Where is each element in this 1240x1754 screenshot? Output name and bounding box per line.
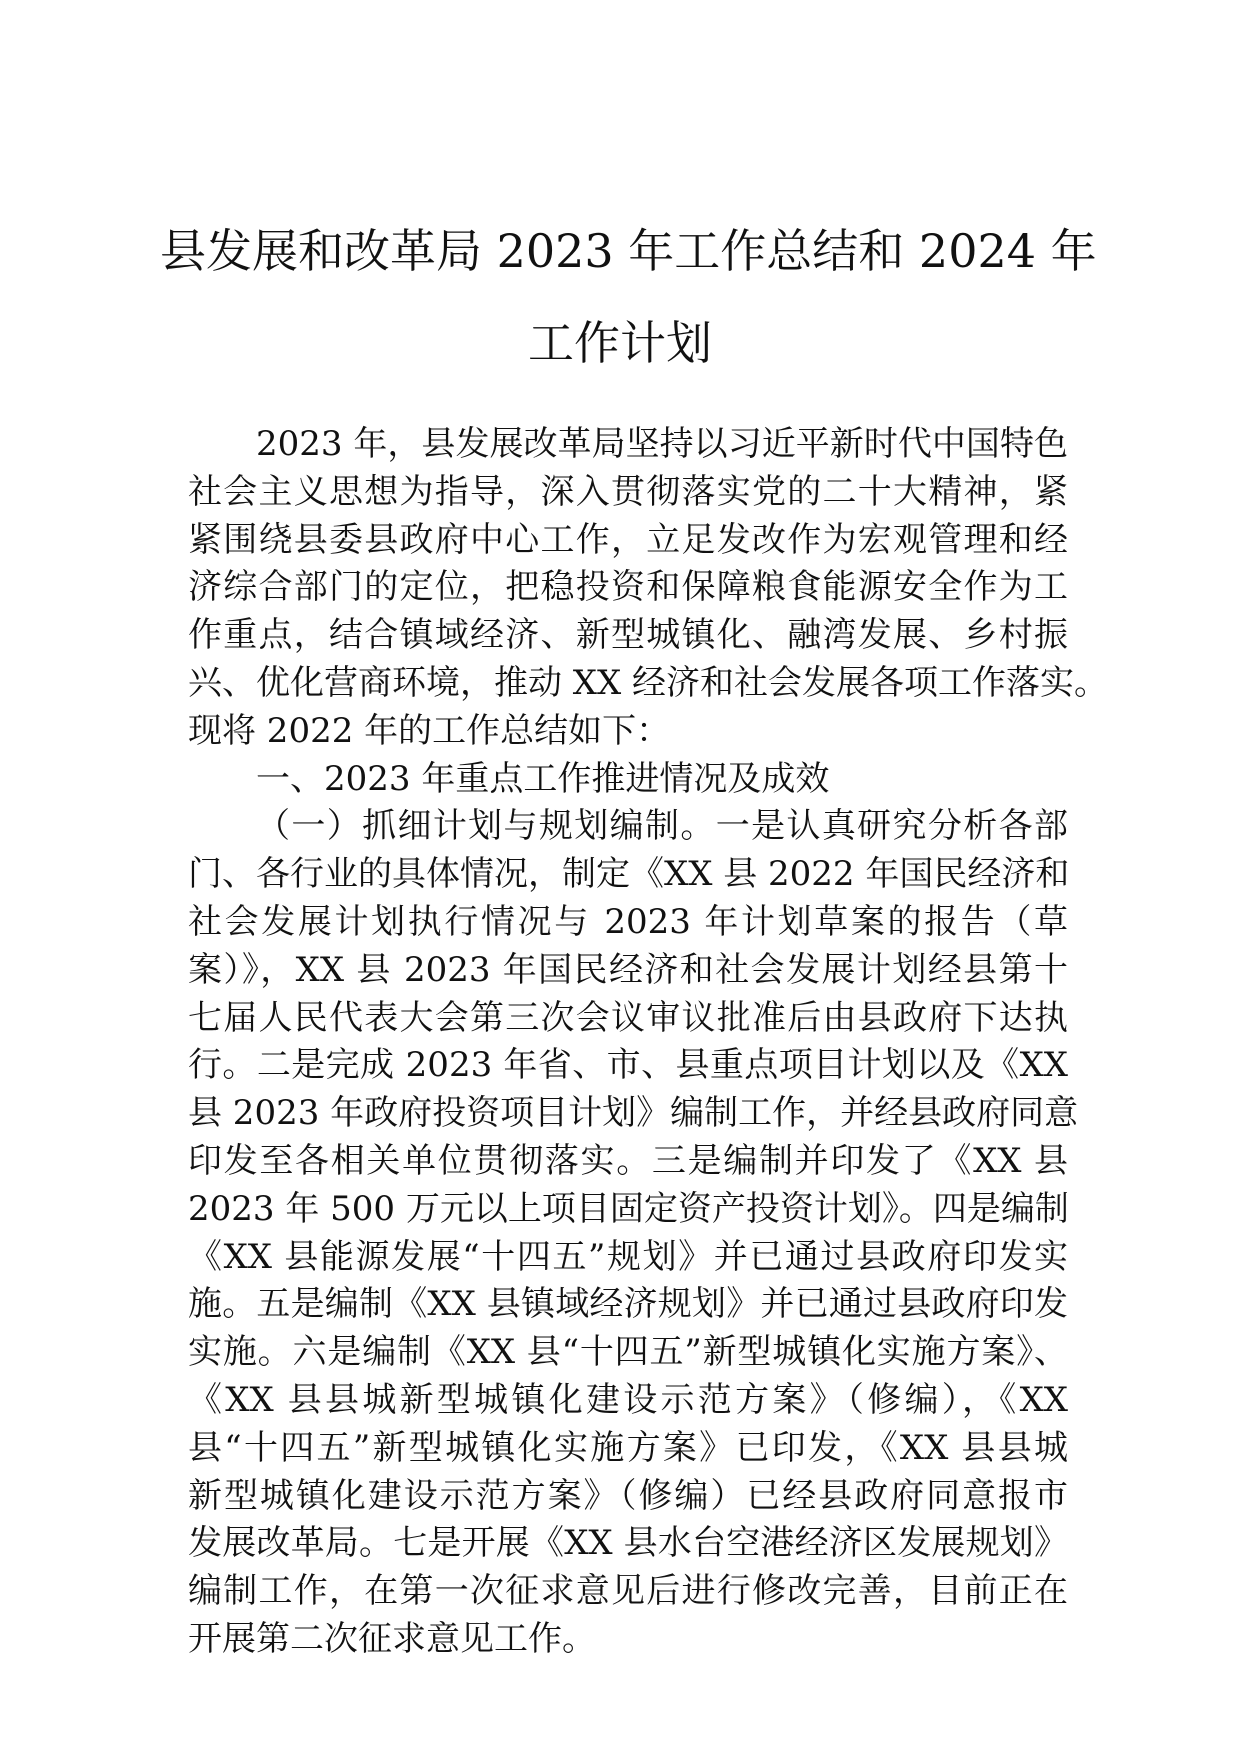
paragraph-line: 门、各行业的具体情况，制定《XX 县 2022 年国民经济和: [188, 854, 1070, 895]
paragraph-line: 济综合部门的定位，把稳投资和保障粮食能源安全作为工: [188, 567, 1068, 608]
paragraph-line: （一）抓细计划与规划编制。一是认真研究分析各部: [256, 806, 1068, 847]
paragraph-line: 社会发展计划执行情况与 2023 年计划草案的报告（草: [188, 901, 1068, 942]
paragraph-line: 发展改革局。七是开展《XX 县水台空港经济区发展规划》: [188, 1523, 1068, 1564]
paragraph-line: 现将 2022 年的工作总结如下：: [188, 710, 671, 751]
paragraph-line: 作重点，结合镇域经济、新型城镇化、融湾发展、乡村振: [188, 615, 1068, 656]
paragraph-line: 行。二是完成 2023 年省、市、县重点项目计划以及《XX: [188, 1045, 1068, 1086]
paragraph-line: 兴、优化营商环境，推动 XX 经济和社会发展各项工作落实。: [188, 662, 1109, 703]
paragraph-line: 《XX 县能源发展“十四五”规划》并已通过县政府印发实: [188, 1236, 1068, 1277]
paragraph-line: 新型城镇化建设示范方案》（修编）已经县政府同意报市: [188, 1475, 1068, 1516]
document-body: [188, 421, 1109, 1664]
document-title: [160, 205, 1097, 389]
paragraph-line: 案）》，XX 县 2023 年国民经济和社会发展计划经县第十: [188, 949, 1068, 990]
section-heading: 一、2023 年重点工作推进情况及成效: [256, 758, 830, 799]
paragraph-line: 《XX 县县城新型城镇化建设示范方案》（修编），《XX: [188, 1379, 1068, 1420]
paragraph-line: 紧围绕县委县政府中心工作，立足发改作为宏观管理和经: [188, 519, 1068, 560]
paragraph-line: 编制工作，在第一次征求意见后进行修改完善，目前正在: [188, 1571, 1068, 1612]
paragraph-line: 县“十四五”新型城镇化实施方案》已印发，《XX 县县城: [188, 1427, 1068, 1468]
paragraph-line: 社会主义思想为指导，深入贯彻落实党的二十大精神，紧: [188, 471, 1068, 512]
paragraph-line: 县 2023 年政府投资项目计划》编制工作，并经县政府同意: [188, 1093, 1079, 1134]
paragraph-line: 实施。六是编制《XX 县“十四五”新型城镇化实施方案》、: [188, 1332, 1068, 1373]
paragraph-line: 七届人民代表大会第三次会议审议批准后由县政府下达执: [188, 997, 1068, 1038]
paragraph-line: 2023 年 500 万元以上项目固定资产投资计划》。四是编制: [188, 1188, 1069, 1229]
paragraph-line: 印发至各相关单位贯彻落实。三是编制并印发了《XX 县: [188, 1140, 1068, 1181]
title-line: 工作计划: [528, 316, 712, 370]
paragraph-line: 2023 年，县发展改革局坚持以习近平新时代中国特色: [256, 424, 1068, 464]
paragraph-line: 开展第二次征求意见工作。: [188, 1618, 596, 1659]
title-line: 县发展和改革局 2023 年工作总结和 2024 年: [160, 224, 1097, 278]
paragraph-line: 施。五是编制《XX 县镇域经济规划》并已通过县政府印发: [188, 1284, 1068, 1325]
